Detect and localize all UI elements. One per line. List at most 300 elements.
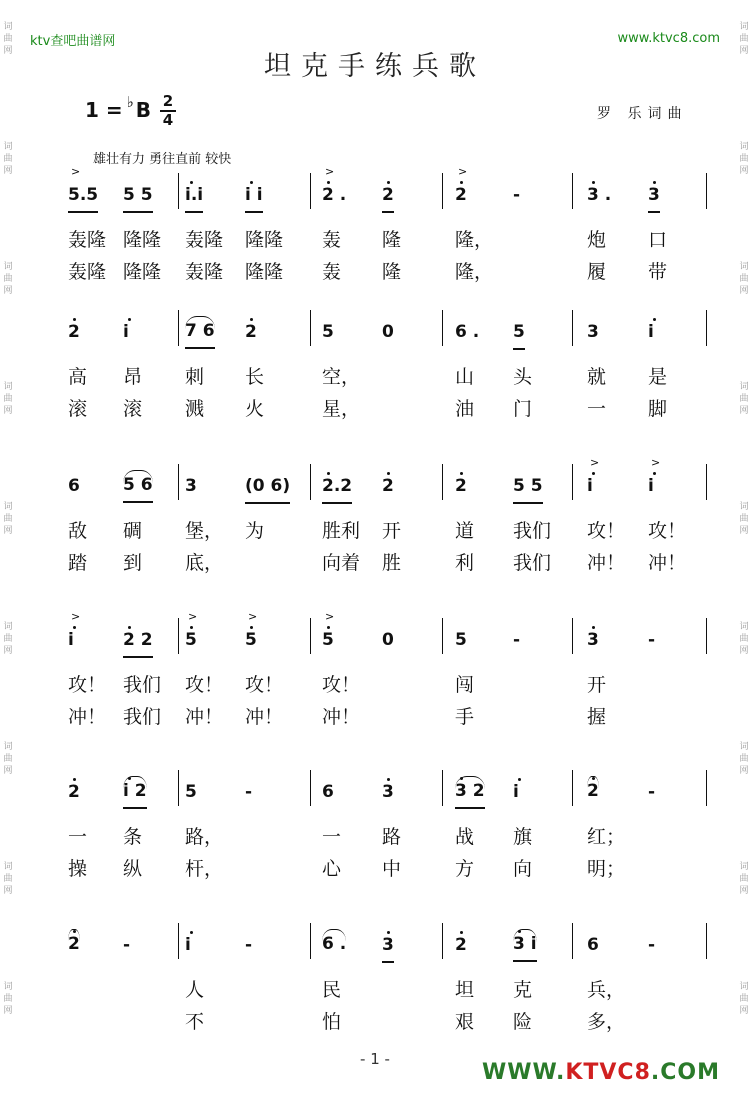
- side-watermark-char: 网: [3, 166, 13, 176]
- lyric-syllable: 胜: [382, 552, 402, 574]
- side-watermark-char: 曲: [3, 994, 13, 1004]
- watermark-bottom-prefix: WWW.: [481, 1060, 566, 1085]
- note-group: [648, 322, 654, 348]
- tempo-marking: 雄壮有力 勇往直前 较快: [93, 152, 232, 167]
- note-group: [123, 935, 130, 961]
- lyric-syllable: 我们: [123, 706, 162, 728]
- side-watermark-char: 曲: [3, 34, 13, 44]
- note-group: [382, 185, 394, 213]
- lyric-syllable: 我们: [513, 552, 552, 574]
- side-watermark-char: 曲: [739, 634, 749, 644]
- note-group: [648, 185, 660, 213]
- side-watermark-char: 曲: [3, 514, 13, 524]
- lyric-syllable: 隆，: [455, 229, 494, 251]
- note-text: 7 6: [185, 321, 215, 341]
- note-text: 5: [185, 782, 197, 802]
- lyric-syllable: 杆，: [185, 858, 224, 880]
- lyric-syllable: 长: [245, 366, 265, 388]
- lyric-syllable: 口: [648, 229, 668, 251]
- note-group: [587, 476, 593, 502]
- note-group: [245, 630, 257, 656]
- bar-line: [178, 464, 179, 500]
- note-group: [455, 776, 485, 809]
- lyric-syllable: 冲！: [648, 552, 687, 574]
- note-text: 0: [382, 322, 394, 342]
- side-watermark-char: 曲: [739, 274, 749, 284]
- note-group: [587, 630, 599, 656]
- bar-line: [310, 310, 311, 346]
- note-group: [382, 782, 394, 808]
- side-watermark-char: 词: [739, 22, 749, 32]
- side-watermark-char: 曲: [3, 874, 13, 884]
- side-watermark-char: 网: [739, 1006, 749, 1016]
- lyric-syllable: 冲！: [322, 706, 361, 728]
- lyric-syllable: 路，: [185, 826, 224, 848]
- staff-row: [60, 935, 710, 1045]
- lyric-syllable: 堡，: [185, 520, 224, 542]
- bar-line: [178, 618, 179, 654]
- note-group: [245, 476, 290, 504]
- note-group: [123, 322, 129, 348]
- bar-line: [178, 310, 179, 346]
- bar-line: [178, 923, 179, 959]
- staff-row: [60, 630, 710, 740]
- note-text: 2: [68, 322, 80, 342]
- side-watermark-char: 网: [3, 46, 13, 56]
- lyric-syllable: 怕: [322, 1011, 342, 1033]
- note-text: 6: [587, 935, 599, 955]
- note-text: 2 . >: [322, 185, 346, 205]
- lyric-syllable: 中: [382, 858, 402, 880]
- note-text: 2 2: [123, 630, 153, 650]
- lyric-syllable: 艰: [455, 1011, 475, 1033]
- side-watermark-char: 词: [3, 982, 13, 992]
- note-text: -: [513, 185, 521, 205]
- meter-top: 2: [162, 92, 174, 110]
- note-group: [648, 630, 655, 656]
- side-watermark-char: 网: [739, 646, 749, 656]
- lyric-syllable: 溅: [185, 398, 205, 420]
- note-text: i: [648, 322, 654, 342]
- note-text: 5: [513, 322, 525, 342]
- note-text: 2: [382, 476, 394, 496]
- lyric-syllable: 道: [455, 520, 475, 542]
- key-signature: [85, 93, 151, 122]
- bar-line: [572, 923, 573, 959]
- lyric-syllable: 攻！: [587, 520, 626, 542]
- lyric-syllable: 轰隆: [185, 261, 224, 283]
- side-watermark-char: 网: [3, 766, 13, 776]
- note-group: [322, 476, 352, 504]
- lyric-syllable: 脚: [648, 398, 668, 420]
- bar-line: [442, 618, 443, 654]
- note-group: [322, 929, 346, 960]
- lyric-syllable: 胜利: [322, 520, 361, 542]
- note-group: [648, 935, 655, 961]
- lyric-syllable: 就: [587, 366, 607, 388]
- bar-line: [572, 618, 573, 654]
- bar-line: [442, 464, 443, 500]
- lyric-syllable: 轰隆: [68, 229, 107, 251]
- lyric-syllable: 不: [185, 1011, 205, 1033]
- lyric-syllable: 兵，: [587, 979, 626, 1001]
- note-text: 0: [382, 630, 394, 650]
- bar-line: [442, 923, 443, 959]
- lyric-syllable: 到: [123, 552, 143, 574]
- lyric-syllable: 炮: [587, 229, 607, 251]
- lyric-syllable: 隆隆: [245, 229, 284, 251]
- note-text: -: [648, 935, 656, 955]
- side-watermark-char: 网: [739, 166, 749, 176]
- lyric-syllable: 心: [322, 858, 342, 880]
- note-group: [513, 322, 525, 350]
- note-group: [245, 782, 252, 808]
- bar-line: [178, 770, 179, 806]
- note-text: i.i: [185, 185, 204, 205]
- note-text: 3 .: [587, 185, 612, 205]
- staff-row: [60, 476, 710, 586]
- side-watermark-char: 曲: [739, 514, 749, 524]
- bar-line: [442, 173, 443, 209]
- side-watermark-char: 词: [3, 262, 13, 272]
- bar-line: [706, 618, 707, 654]
- note-group: [513, 782, 519, 808]
- note-group: [185, 185, 203, 213]
- staff-row: [60, 782, 710, 892]
- side-watermark-char: 曲: [3, 274, 13, 284]
- note-text: -: [123, 935, 131, 955]
- lyric-syllable: 条: [123, 826, 143, 848]
- note-group: [123, 630, 153, 658]
- note-group: [587, 776, 599, 807]
- note-group: [513, 476, 543, 504]
- lyric-syllable: 攻！: [185, 674, 224, 696]
- note-group: [185, 316, 215, 349]
- side-watermark-char: 词: [3, 622, 13, 632]
- note-text: -: [648, 782, 656, 802]
- note-text: 2: [455, 935, 467, 955]
- side-watermark-char: 词: [739, 142, 749, 152]
- note-text: (0 6): [245, 476, 291, 496]
- note-text: 2: [245, 322, 257, 342]
- note-group: [68, 630, 74, 656]
- bar-line: [572, 464, 573, 500]
- note-text: 3: [382, 782, 394, 802]
- side-watermark-char: 词: [3, 862, 13, 872]
- side-watermark-char: 词: [3, 22, 13, 32]
- side-watermark-char: 词: [3, 142, 13, 152]
- staff-row: [60, 322, 710, 432]
- bar-line: [310, 618, 311, 654]
- lyric-syllable: 一: [322, 826, 342, 848]
- note-text: 3: [648, 185, 660, 205]
- note-group: [648, 782, 655, 808]
- bar-line: [572, 310, 573, 346]
- note-text: 6 .: [322, 934, 347, 954]
- side-watermark-char: 词: [739, 742, 749, 752]
- lyric-syllable: 隆隆: [123, 261, 162, 283]
- note-text: i >: [587, 476, 593, 496]
- note-group: [455, 476, 467, 502]
- lyric-syllable: 头: [513, 366, 533, 388]
- lyric-syllable: 开: [382, 520, 402, 542]
- side-watermark-char: 词: [739, 262, 749, 272]
- lyric-syllable: 隆，: [455, 261, 494, 283]
- note-text: 2: [455, 476, 467, 496]
- lyric-syllable: 底，: [185, 552, 224, 574]
- bar-line: [572, 173, 573, 209]
- bar-line: [442, 770, 443, 806]
- note-group: [322, 322, 334, 348]
- note-text: 5 >: [185, 630, 197, 650]
- note-text: i: [513, 782, 519, 802]
- note-text: i: [123, 322, 129, 342]
- staff-row: [60, 185, 710, 295]
- note-text: 2: [587, 781, 599, 801]
- note-text: 5: [455, 630, 467, 650]
- bar-line: [178, 173, 179, 209]
- note-text: 5 >: [245, 630, 257, 650]
- note-group: [68, 476, 80, 502]
- side-watermark-char: 词: [739, 982, 749, 992]
- note-group: [185, 935, 191, 961]
- note-text: 6: [68, 476, 80, 496]
- note-text: 3: [185, 476, 197, 496]
- side-watermark-char: 词: [739, 502, 749, 512]
- note-group: [322, 630, 334, 656]
- note-text: 3 i: [513, 934, 537, 954]
- lyric-syllable: 路: [382, 826, 402, 848]
- bar-line: [310, 464, 311, 500]
- side-watermark-char: 曲: [3, 634, 13, 644]
- note-text: 5 5: [123, 185, 153, 205]
- lyric-syllable: 方: [455, 858, 475, 880]
- note-group: [455, 630, 467, 656]
- lyric-syllable: 一: [68, 826, 88, 848]
- note-text: i 2: [123, 781, 147, 801]
- note-group: [123, 185, 153, 213]
- lyric-syllable: 旗: [513, 826, 533, 848]
- lyric-syllable: 冲！: [245, 706, 284, 728]
- lyric-syllable: 一: [587, 398, 607, 420]
- note-group: [587, 935, 599, 961]
- key-prefix: 1 =: [85, 98, 123, 122]
- side-watermark-char: 网: [739, 46, 749, 56]
- right-side-watermark: [736, 0, 750, 1112]
- lyric-syllable: 轰: [322, 261, 342, 283]
- side-watermark-char: 曲: [3, 394, 13, 404]
- watermark-top-left[interactable]: ktv查吧曲谱网: [30, 34, 116, 49]
- note-group: [185, 630, 197, 656]
- lyric-syllable: 火: [245, 398, 265, 420]
- note-text: 5 5: [513, 476, 543, 496]
- note-group: [123, 776, 147, 809]
- note-text: -: [513, 630, 521, 650]
- note-group: [455, 935, 467, 961]
- lyric-syllable: 星，: [322, 398, 361, 420]
- note-group: [382, 935, 394, 963]
- note-group: [587, 322, 599, 348]
- lyric-syllable: 轰隆: [185, 229, 224, 251]
- bar-line: [706, 923, 707, 959]
- lyric-syllable: 隆: [382, 261, 402, 283]
- side-watermark-char: 词: [739, 622, 749, 632]
- lyric-syllable: 隆: [382, 229, 402, 251]
- note-text: 2 >: [455, 185, 467, 205]
- side-watermark-char: 曲: [739, 34, 749, 44]
- note-group: [382, 476, 394, 502]
- note-group: [322, 185, 346, 211]
- side-watermark-char: 网: [3, 646, 13, 656]
- side-watermark-char: 网: [3, 886, 13, 896]
- side-watermark-char: 词: [739, 862, 749, 872]
- note-group: [68, 929, 80, 960]
- note-text: 6 .: [455, 322, 480, 342]
- bar-line: [706, 464, 707, 500]
- note-group: [382, 322, 394, 348]
- lyric-syllable: 隆隆: [245, 261, 284, 283]
- note-text: 2: [68, 782, 80, 802]
- bar-line: [310, 173, 311, 209]
- lyric-syllable: 坦: [455, 979, 475, 1001]
- composer-credit: 罗 乐词曲: [597, 106, 688, 122]
- side-watermark-char: 曲: [739, 394, 749, 404]
- note-group: [455, 185, 467, 211]
- side-watermark-char: 词: [3, 382, 13, 392]
- page-number: - 1 -: [360, 1050, 390, 1068]
- side-watermark-char: 词: [3, 502, 13, 512]
- bar-line: [572, 770, 573, 806]
- side-watermark-char: 曲: [739, 754, 749, 764]
- note-text: 3: [382, 935, 394, 955]
- time-signature: [160, 94, 176, 128]
- meter-bottom: 4: [162, 111, 174, 129]
- note-group: [513, 929, 537, 962]
- lyric-syllable: 民: [322, 979, 342, 1001]
- note-group: [68, 782, 80, 808]
- watermark-top-right[interactable]: www.ktvc8.com: [617, 31, 720, 46]
- lyric-syllable: 滚: [123, 398, 143, 420]
- lyric-syllable: 敌: [68, 520, 88, 542]
- note-group: [245, 185, 263, 213]
- side-watermark-char: 网: [3, 406, 13, 416]
- note-group: [68, 322, 80, 348]
- note-text: 5: [322, 322, 334, 342]
- lyric-syllable: 昂: [123, 366, 143, 388]
- note-group: [185, 782, 197, 808]
- watermark-bottom-brand: KTVC8: [565, 1060, 651, 1085]
- lyric-syllable: 向着: [322, 552, 361, 574]
- lyric-syllable: 轰: [322, 229, 342, 251]
- flat-sign: ♭: [126, 93, 134, 111]
- lyric-syllable: 刺: [185, 366, 205, 388]
- note-group: [587, 185, 611, 211]
- lyric-syllable: 操: [68, 858, 88, 880]
- note-group: [123, 470, 153, 503]
- lyric-syllable: 滚: [68, 398, 88, 420]
- side-watermark-char: 网: [3, 1006, 13, 1016]
- lyric-syllable: 门: [513, 398, 533, 420]
- side-watermark-char: 词: [739, 382, 749, 392]
- lyric-syllable: 冲！: [185, 706, 224, 728]
- lyric-syllable: 我们: [123, 674, 162, 696]
- lyric-syllable: 纵: [123, 858, 143, 880]
- lyric-syllable: 攻！: [245, 674, 284, 696]
- lyric-syllable: 山: [455, 366, 475, 388]
- watermark-bottom-suffix: .COM: [650, 1060, 720, 1085]
- lyric-syllable: 红；: [587, 826, 626, 848]
- song-title: 坦克手练兵歌: [264, 51, 486, 82]
- lyric-syllable: 握: [587, 706, 607, 728]
- lyric-syllable: 踏: [68, 552, 88, 574]
- note-group: [382, 630, 394, 656]
- note-text: 3: [587, 322, 599, 342]
- note-group: [513, 630, 520, 656]
- lyric-syllable: 攻！: [648, 520, 687, 542]
- lyric-syllable: 开: [587, 674, 607, 696]
- note-text: 3: [587, 630, 599, 650]
- lyric-syllable: 闯: [455, 674, 475, 696]
- lyric-syllable: 多，: [587, 1011, 626, 1033]
- note-group: [68, 185, 98, 213]
- side-watermark-char: 网: [739, 406, 749, 416]
- side-watermark-char: 网: [3, 526, 13, 536]
- note-text: 2.2: [322, 476, 353, 496]
- note-group: [455, 322, 479, 348]
- key-note: B: [135, 98, 151, 122]
- lyric-syllable: 险: [513, 1011, 533, 1033]
- side-watermark-char: 网: [739, 286, 749, 296]
- note-text: i >: [68, 630, 74, 650]
- lyric-syllable: 轰隆: [68, 261, 107, 283]
- note-text: 2: [68, 934, 80, 954]
- lyric-syllable: 明；: [587, 858, 626, 880]
- lyric-syllable: 履: [587, 261, 607, 283]
- note-text: i: [185, 935, 191, 955]
- bar-line: [310, 923, 311, 959]
- note-text: 5.5 >: [68, 185, 98, 205]
- lyric-syllable: 手: [455, 706, 475, 728]
- bar-line: [310, 770, 311, 806]
- note-group: [245, 322, 257, 348]
- side-watermark-char: 网: [739, 766, 749, 776]
- side-watermark-char: 曲: [3, 154, 13, 164]
- lyric-syllable: 克: [513, 979, 533, 1001]
- side-watermark-char: 曲: [739, 154, 749, 164]
- note-text: -: [245, 782, 253, 802]
- lyric-syllable: 战: [455, 826, 475, 848]
- lyric-syllable: 向: [513, 858, 533, 880]
- lyric-syllable: 攻！: [322, 674, 361, 696]
- note-text: 3 2: [455, 781, 485, 801]
- note-text: 2: [382, 185, 394, 205]
- note-text: 5 >: [322, 630, 334, 650]
- lyric-syllable: 攻！: [68, 674, 107, 696]
- note-group: [648, 476, 654, 502]
- side-watermark-char: 词: [3, 742, 13, 752]
- bar-line: [442, 310, 443, 346]
- lyric-syllable: 我们: [513, 520, 552, 542]
- lyric-syllable: 碉: [123, 520, 143, 542]
- lyric-syllable: 空，: [322, 366, 361, 388]
- bar-line: [706, 173, 707, 209]
- note-text: 6: [322, 782, 334, 802]
- side-watermark-char: 曲: [739, 874, 749, 884]
- note-text: i i: [245, 185, 263, 205]
- note-text: i >: [648, 476, 654, 496]
- lyric-syllable: 隆隆: [123, 229, 162, 251]
- watermark-bottom[interactable]: [482, 1060, 720, 1085]
